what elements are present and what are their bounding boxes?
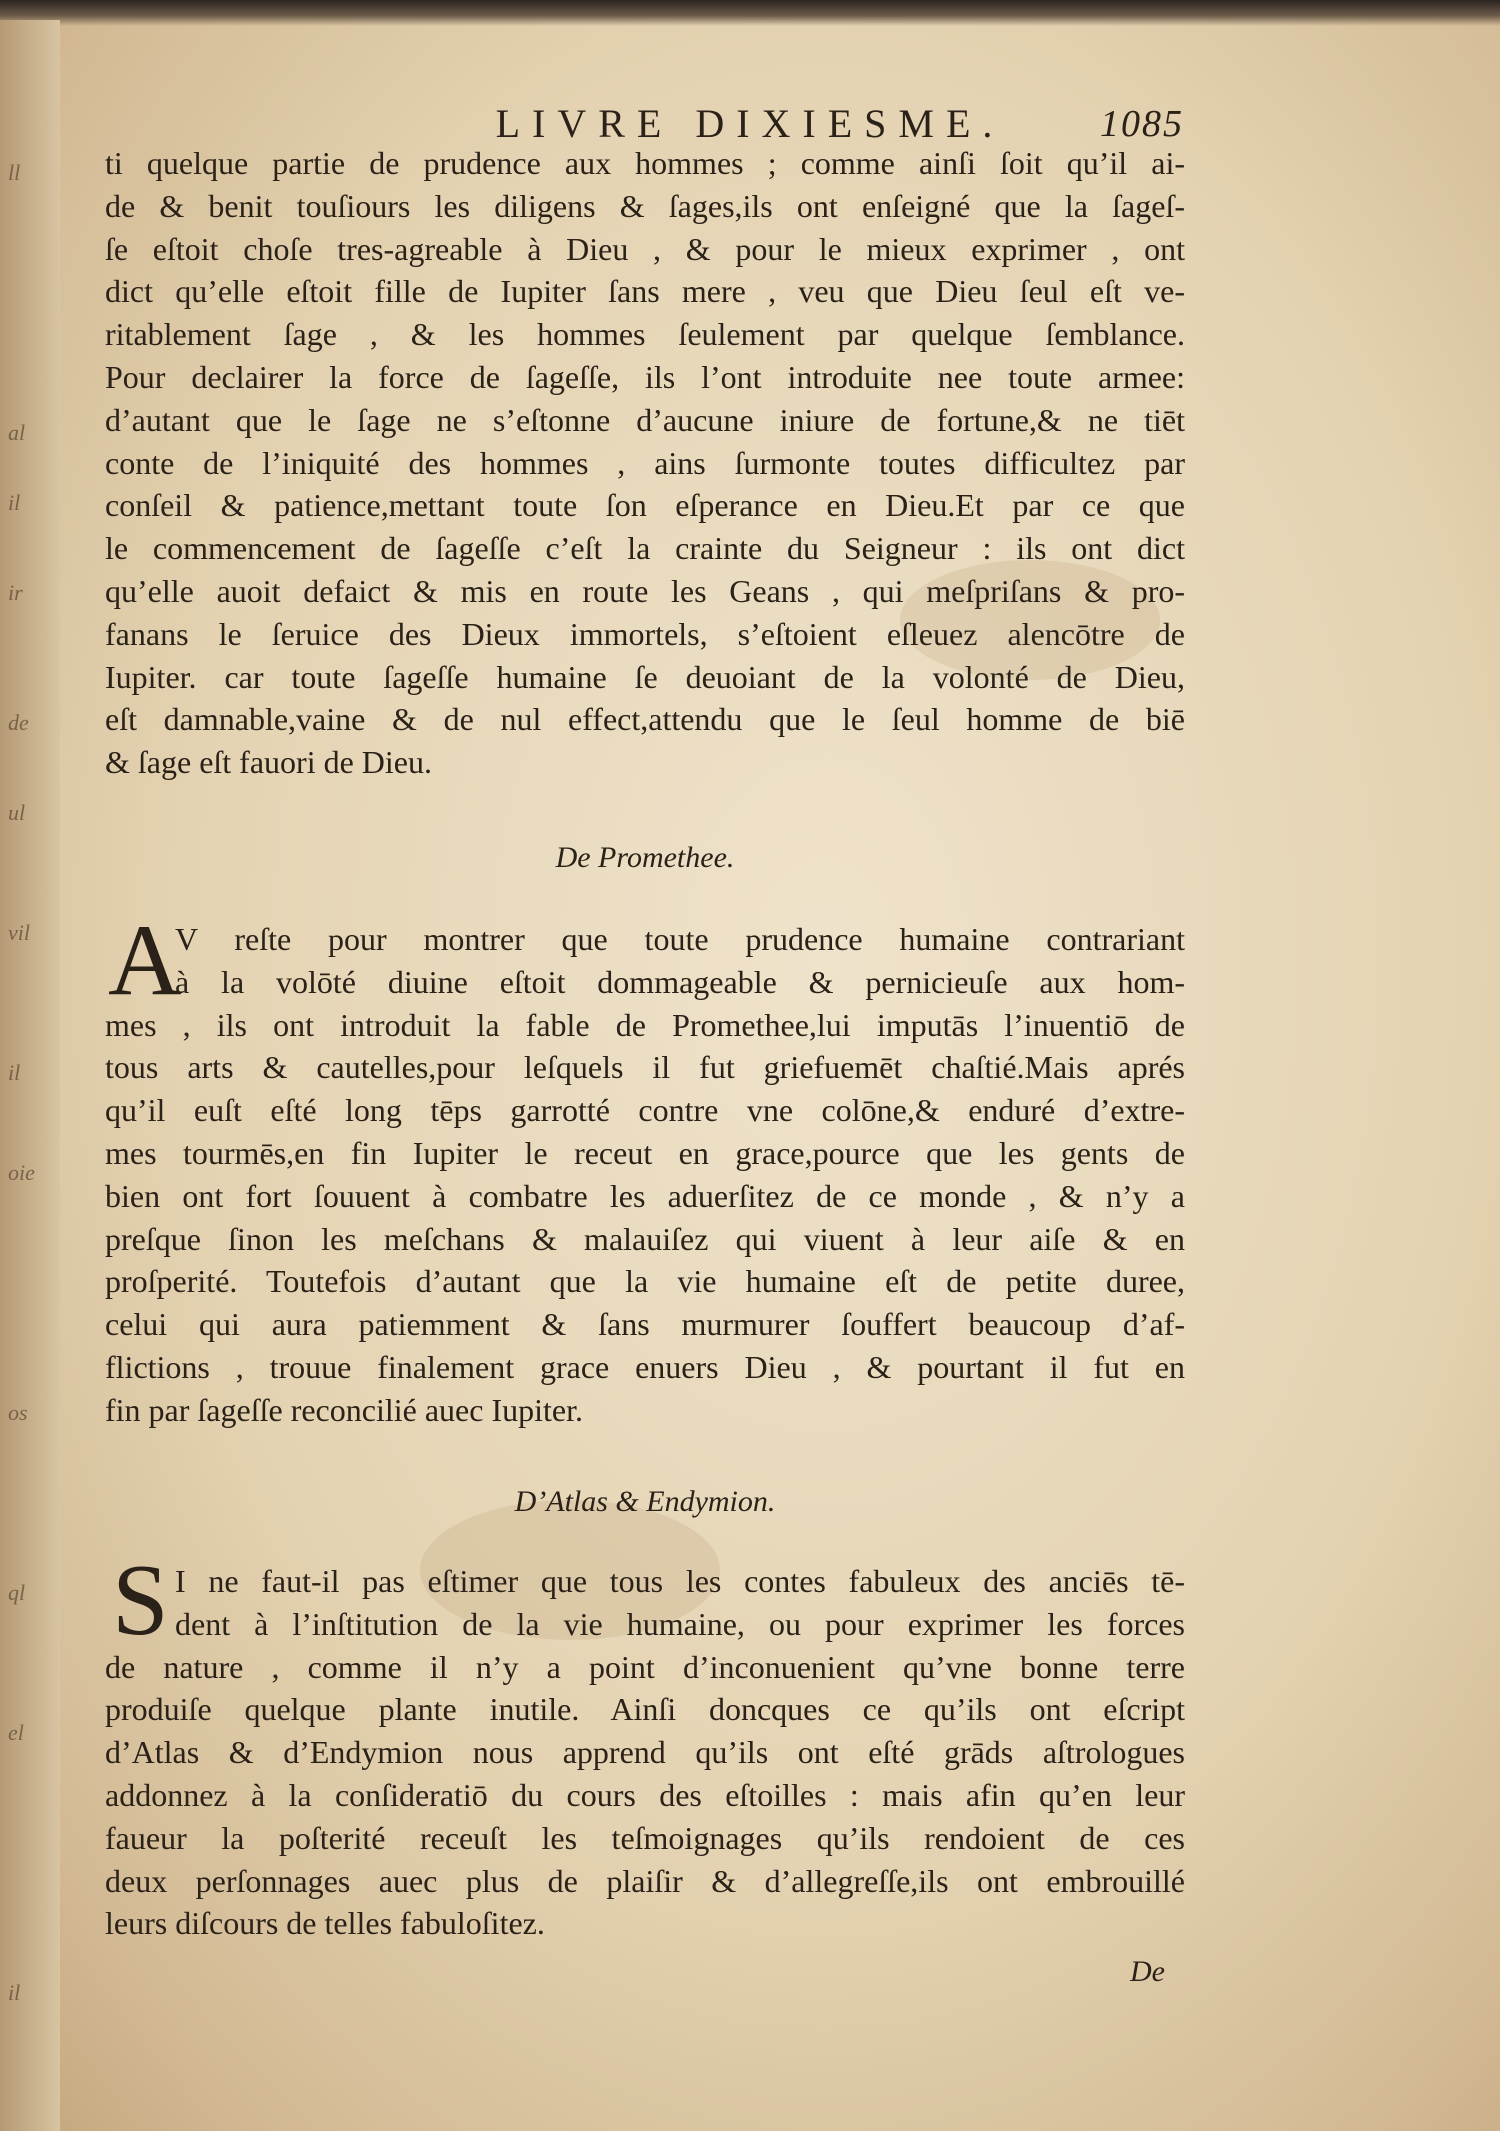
text-line: conſeil & patience,mettant toute ſon eſperance en Dieu.Et par ce que — [105, 487, 1185, 524]
drop-cap-a: A — [108, 904, 182, 1017]
margin-note: el — [8, 1720, 24, 1745]
text-line: eſt damnable,vaine & de nul effect,attendu que le ſeul homme de biē — [105, 701, 1185, 738]
text-line: mes tourmēs,en fin Iupiter le receut en grace,pource que les gents de — [105, 1134, 1185, 1171]
margin-note: il — [8, 1980, 21, 2005]
text-line: faueur la poſterité receuſt les teſmoignages qu’ils rendoient de ces — [105, 1819, 1185, 1856]
text-line: preſque ſinon les meſchans & malauiſez qui viuent à leur aiſe & en — [105, 1220, 1185, 1257]
drop-cap-s: S — [112, 1544, 169, 1657]
margin-note: il — [8, 1060, 21, 1085]
text-line: Pour declairer la force de ſageſſe, ils l’ont introduite nee toute armee: — [105, 358, 1185, 395]
text-line: le commencement de ſageſſe c’eſt la crainte du Seigneur : ils ont dict — [105, 530, 1185, 567]
margin-note: ll — [8, 160, 21, 185]
margin-note: vil — [8, 920, 30, 945]
text-line: tous arts & cautelles,pour leſquels il fut griefuemēt chaſtié.Mais aprés — [105, 1049, 1185, 1086]
text-line: proſperité. Toutefois d’autant que la vie humaine eſt de petite duree, — [105, 1263, 1185, 1300]
text-line: à la volōté diuine eſtoit dommageable & pernicieuſe aux hom- — [175, 963, 1185, 1000]
section-heading-atlas-endymion: D’Atlas & Endymion. — [514, 1485, 776, 1518]
paragraph-promethee — [105, 904, 1185, 1432]
text-line: mes , ils ont introduit la fable de Promethee,lui imputās l’inuentiō de — [105, 1006, 1185, 1043]
margin-note: ul — [8, 800, 26, 825]
catchword: De — [1130, 1955, 1165, 1988]
text-line: V reſte pour montrer que toute prudence humaine contrariant — [175, 921, 1185, 957]
paragraph-wisdom — [105, 142, 1185, 784]
text-line: addonnez à la conſideratiō du cours des eſtoilles : mais afin qu’en leur — [105, 1776, 1185, 1813]
facing-page-gutter — [0, 20, 60, 2131]
text-line: fin par ſageſſe reconcilié auec Iupiter. — [105, 1391, 583, 1428]
text-line: flictions , trouue finalement grace enuers Dieu , & pourtant il fut en — [105, 1348, 1185, 1385]
text-line: produiſe quelque plante inutile. Ainſi doncques ce qu’ils ont eſcript — [105, 1691, 1185, 1728]
text-line: celui qui aura patiemment & ſans murmurer ſouffert beaucoup d’af- — [105, 1306, 1185, 1343]
text-line: ti quelque partie de prudence aux hommes ; comme ainſi ſoit qu’il ai- — [105, 145, 1185, 181]
text-line: bien ont fort ſouuent à combatre les aduerſitez de ce monde , & n’y a — [105, 1177, 1185, 1214]
text-line: & ſage eſt fauori de Dieu. — [105, 744, 432, 781]
margin-note: ir — [8, 580, 23, 605]
text-line: de & benit touſiours les diligens & ſages,ils ont enſeigné que la ſageſ- — [105, 187, 1185, 224]
margin-note: al — [8, 420, 26, 445]
text-line: d’Atlas & d’Endymion nous apprend qu’ils ont eſté grāds aſtrologues — [105, 1734, 1185, 1771]
text-line: qu’il euſt eſté long tēps garrotté contre vne colōne,& enduré d’extre- — [105, 1092, 1185, 1129]
margin-note: os — [8, 1400, 28, 1425]
text-line: de nature , comme il n’y a point d’inconuenient qu’vne bonne terre — [105, 1648, 1185, 1685]
text-line: dict qu’elle eſtoit fille de Iupiter ſans mere , veu que Dieu ſeul eſt ve- — [105, 273, 1185, 310]
text-line: qu’elle auoit defaict & mis en route les Geans , qui meſpriſans & pro- — [105, 572, 1185, 609]
running-title: LIVRE DIXIESME. — [495, 101, 1005, 146]
text-line: dent à l’inſtitution de la vie humaine, ou pour exprimer les forces — [175, 1605, 1185, 1642]
text-line: deux perſonnages auec plus de plaiſir & d’allegreſſe,ils ont embrouillé — [105, 1862, 1185, 1899]
text-line: conte de l’iniquité des hommes , ains ſurmonte toutes difficultez par — [105, 444, 1185, 481]
margin-note: oie — [8, 1160, 35, 1185]
text-line: fanans le ſeruice des Dieux immortels, s’eſtoient eſleuez alencōtre de — [105, 615, 1185, 652]
text-line: leurs diſcours de telles fabuloſitez. — [105, 1905, 545, 1942]
text-line: ſe eſtoit choſe tres-agreable à Dieu , & pour le mieux exprimer , ont — [105, 230, 1185, 267]
binding-shadow — [0, 0, 1500, 26]
text-line: Iupiter. car toute ſageſſe humaine ſe deuoiant de la volonté de Dieu, — [105, 658, 1185, 695]
margin-note: ql — [8, 1580, 26, 1605]
section-heading-promethee: De Promethee. — [555, 841, 735, 874]
margin-note: de — [8, 710, 29, 735]
text-line: ritablement ſage , & les hommes ſeulement par quelque ſemblance. — [105, 316, 1185, 353]
page-number: 1085 — [1100, 103, 1184, 145]
margin-note: il — [8, 490, 21, 515]
text-line: I ne faut-il pas eſtimer que tous les contes fabuleux des anciēs tē- — [175, 1563, 1185, 1599]
paragraph-atlas-endymion — [105, 1560, 1185, 1945]
text-line: d’autant que le ſage ne s’eſtonne d’aucune iniure de fortune,& ne tiēt — [105, 401, 1185, 438]
